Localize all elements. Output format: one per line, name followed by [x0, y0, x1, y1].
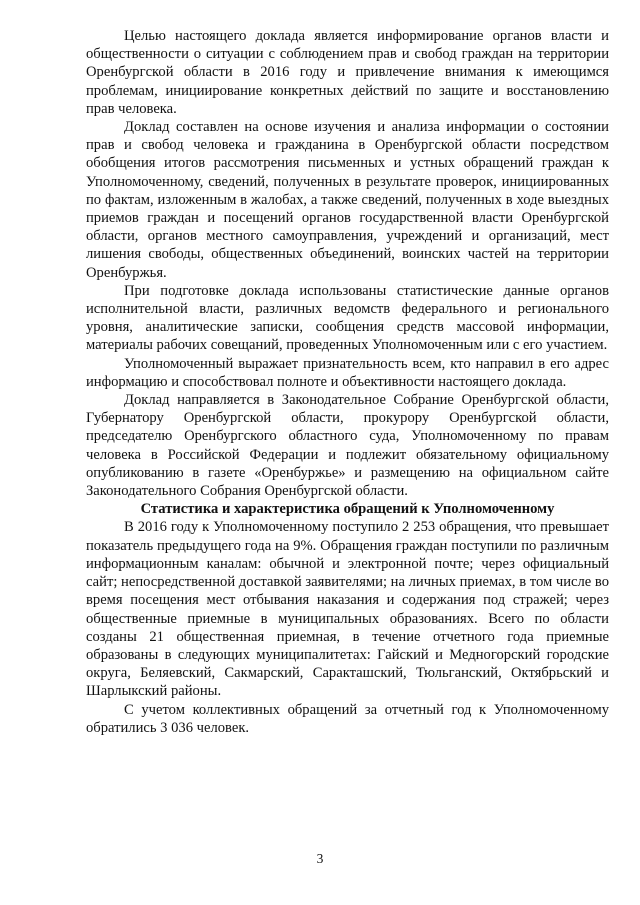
- paragraph-collective-appeals: С учетом коллективных обращений за отчетный год к Уполномоченному обратились 3 036 человек.: [86, 701, 609, 736]
- paragraph-distribution: Доклад направляется в Законодательное Собрание Оренбургской области, Губернатору Оренбургской области, прокурору Оренбургской области, председателю Оренбургского областного суда, Уполномоченному по правам человека в Российской Федерации и подлежит обязательному официальному опубликованию в газете «Оренбуржье» и размещению на официальном сайте Законодательного Собрания Оренбургской области.: [86, 392, 609, 500]
- paragraph-sources: Доклад составлен на основе изучения и анализа информации о состоянии прав и свобод человека и гражданина в Оренбургской области посредством обобщения итогов рассмотрения письменных и устных обращений граждан к Уполномоченному, сведений, полученных в результате проверок, инициированных по фактам, изложенным в жалобах, а также сведений, полученных в ходе выездных приемов граждан и посещений органов государственной власти Оренбургской области, органов местного самоуправления, учреждений и организаций, мест лишения свободы, общественных объединений, воинских частей на территории Оренбуржья.: [86, 119, 609, 281]
- paragraph-gratitude: Уполномоченный выражает признательность всем, кто направил в его адрес информацию и способствовал полноте и объективности настоящего доклада.: [86, 355, 609, 390]
- paragraph-purpose: Целью настоящего доклада является информирование органов власти и общественности о ситуации с соблюдением прав и свобод граждан на территории Оренбургской области в 2016 году и привлечение внимания к имеющимся проблемам, инициирование конкретных действий по защите и восстановлению прав человека.: [86, 28, 609, 117]
- document-page: [86, 27, 609, 737]
- paragraph-statistics-used: При подготовке доклада использованы статистические данные органов исполнительной власти, различных ведомств федерального и регионального уровня, аналитические записки, сообщения средств массовой информации, материалы рабочих совещаний, проведенных Уполномоченным или с его участием.: [86, 282, 609, 354]
- paragraph-appeals-count: В 2016 году к Уполномоченному поступило 2 253 обращения, что превышает показатель предыдущего года на 9%. Обращения граждан поступили по различным информационным каналам: обычной и электронной почте; через официальный сайт; непосредственной доставкой заявителями; на личных приемах, в том числе во время посещения мест отбывания наказания и содержания под стражей; через общественные приемные в муниципальных образованиях. Всего по области созданы 21 общественная приемная, в течение отчетного года приемные образованы в следующих муниципалитетах: Гайский и Медногорский городские округа, Беляевский, Сакмарский, Саракташский, Тюльганский, Октябрьский и Шарлыкский районы.: [86, 519, 609, 700]
- section-heading: Статистика и характеристика обращений к Уполномоченному: [140, 501, 555, 518]
- page-number: 3: [316, 851, 324, 866]
